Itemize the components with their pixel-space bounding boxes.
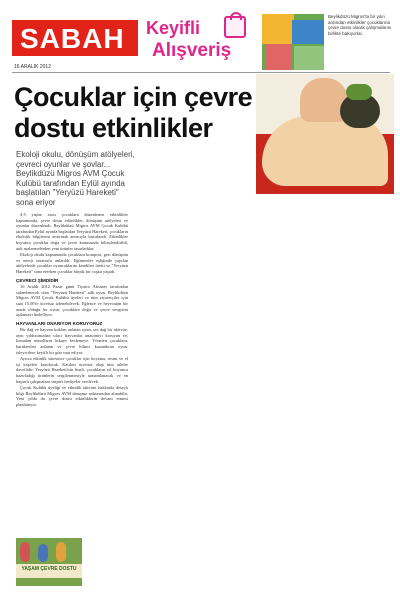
photo-block — [294, 46, 324, 70]
main-photo — [256, 74, 394, 194]
shopping-bag-icon — [224, 16, 246, 38]
article-intro: Ekoloji okulu, dönüşüm atölyeleri, çevreci oyunlar ve şovlar... Beylikdüzü Migros AVM Çocuk Kulübü tarafından Eylül ayında başlatılan "Yeryüzü Hareketi" sona eriyor — [16, 150, 135, 207]
paragraph: Ekoloji okulu kapsamında çocuklara kompost, geri dönüşüm ve enerji tasarrufu anlatıldı. Eğitmenler eşliğinde yapılan atölyelerde çocuklar oyuncaklarını kendileri üretti ve "Yeryüzü Hareketi" sona ererken çocuklar büyük bir coşku yaşadı. — [16, 252, 128, 274]
paragraph: Bir dağ ve hayvan kokları anlatan oyun, ses dağ bir aktivite, aynı yıldızımızdan ufacı hayvanlar anatomiyi koruyan ve, konudan masalların hikaye beslemeye. Yöneten çocuklara, karakterleri anlatan ve çevre bilinci kazandıran oyun, izleyicilere keyifli bir gün vaat ediyor. — [16, 327, 128, 355]
top-photo-caption: Beylikdüzü Migros'ta bir yılın ardından etkinlikler çocuklarına çevre dostu olarak çalışmalarını birlikte bakıyorlar. — [328, 14, 392, 36]
photo-block — [266, 44, 292, 70]
person-figure — [20, 542, 30, 562]
article-body — [16, 212, 128, 535]
person-figure — [38, 544, 48, 562]
top-photo — [262, 14, 324, 70]
bottom-photo — [16, 538, 82, 586]
supplement-line2: Alışveriş — [152, 40, 232, 61]
photo-block — [292, 20, 324, 44]
subheading: ÇEVRECİ ŞİMDİDİR — [16, 277, 59, 283]
issue-date: 16 ARALIK 2012 — [14, 64, 51, 70]
subheading: HAYVANLARI ONARIYOR KORUYORUZ — [16, 320, 103, 326]
paragraph: Çocuk Kulübü üyeliği ve etkinlik takvimi hakkında detaylı bilgi Beylikdüzü Migros AVM danışma noktasından alınabilir. Yeni yılda da çevre dostu etkinliklerin devam etmesi planlanıyor. — [16, 385, 128, 407]
banner-text: YAŞAM ÇEVRE DOSTU — [21, 566, 77, 572]
sabah-logo — [12, 20, 138, 56]
person-figure — [56, 542, 66, 562]
supplement-line1: Keyifli — [146, 18, 201, 38]
paragraph: Ayrıca etkinlik süresince çocuklar için boyama, resim ve el işi köşeleri kurulacak. Katılım ücretsiz olup tüm aileler davetlidir. Yeryüzü Hareketi'nin finali, çocukların yıl boyunca hazırladığı ürünlerin sergilenmesiyle tamamlanacak ve en başarılı çalışmalara sürpriz hediyeler verilecek. — [16, 356, 128, 384]
divider — [12, 72, 390, 73]
paragraph: 16 Aralık 2012 Pazar günü Tiyatro Aksaray tarafından sahnelenecek olan "Yeryüzü Hareketi" adlı oyun, Beylikdüzü Migros AVM Çocuk Kulübü üyeleri ve tüm ziyaretçiler için saat 15.00'te ücretsiz izlenebilecek. Eğlence ve heyecanın bir arada olduğu bu oyun, çocuklara doğa ve çevre sevgisini aşılamayı hedefliyor. — [16, 284, 128, 318]
plant — [346, 84, 372, 100]
photo-block — [262, 14, 294, 44]
paragraph: 4-5 yaşlar arası çocuklara düzenlenen etkinlikler kapsamında, çevre dostu etkinlikler, dönüşüm atölyeleri ve oyunlar düzenlendi. Beylikdüzü Migros AVM Çocuk Kulübü tarafından Eylül ayında başlatılan Yeryüzü Hareketi, çocukların ekolojik bilgilerini arttırmak amacıyla hazırlandı. Etkinlikler boyunca çocuklar doğa ve çevre konusunda bilinçlendirildi, atık malzemelerden yeni ürünler tasarladılar. — [16, 212, 128, 251]
brand-text: SABAH — [20, 23, 125, 54]
article-headline: Çocuklar için çevre dostu etkinlikler — [14, 82, 253, 143]
